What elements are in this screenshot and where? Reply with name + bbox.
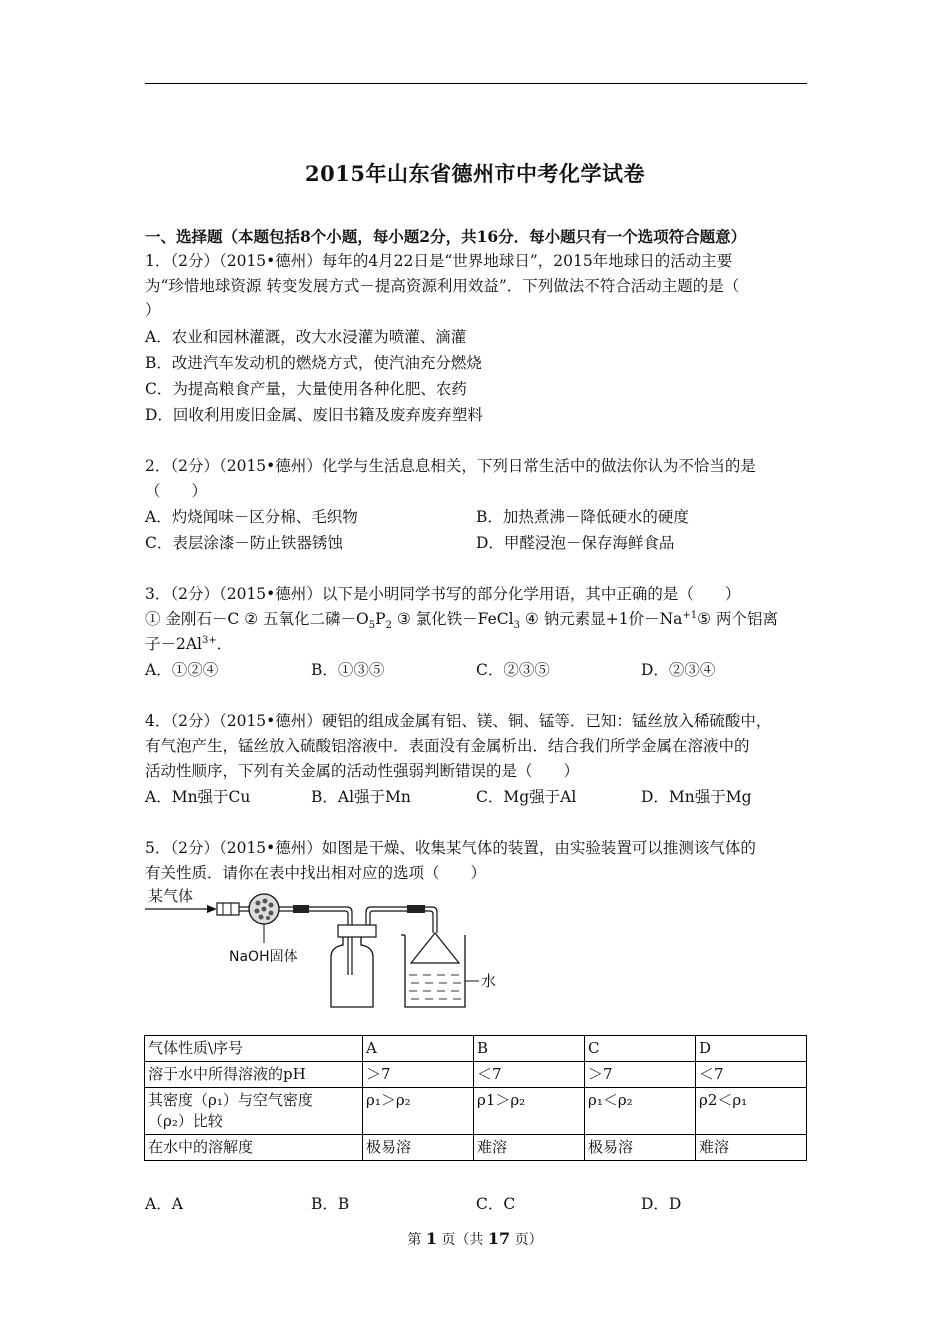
table-header-row bbox=[145, 1036, 807, 1062]
table-cell: ＞7 bbox=[585, 1062, 696, 1088]
footer-total-pages: 17 bbox=[487, 1229, 511, 1248]
q3-l3-part-a: 子－2Al bbox=[145, 635, 203, 653]
q2-option-c: C．表层涂漆－防止铁器锈蚀 bbox=[145, 534, 343, 552]
q5-text-line2: 有关性质．请你在表中找出相对应的选项（ ） bbox=[145, 864, 487, 882]
q3-l2-sub-3: 3 bbox=[513, 620, 520, 632]
footer-page-number: 1 bbox=[425, 1229, 437, 1248]
q3-option-d: D．②③④ bbox=[641, 661, 716, 679]
q4-option-b: B．Al强于Mn bbox=[311, 788, 411, 806]
gas-properties-table bbox=[144, 1035, 807, 1161]
table-cell: ρ1＞ρ₂ bbox=[474, 1088, 585, 1135]
q3-l2-part-i: ⑤ 两个铝离 bbox=[697, 610, 778, 628]
footer-mid: 页（共 bbox=[436, 1232, 488, 1248]
q2-option-a: A．灼烧闻味－区分棉、毛织物 bbox=[145, 508, 358, 526]
q3-option-c: C．②③⑤ bbox=[476, 661, 550, 679]
q5-option-a: A．A bbox=[145, 1195, 183, 1213]
q3-l2-part-a: ① 金刚石－C ② 五氧化二磷－O bbox=[145, 610, 369, 628]
q3-option-a: A．①②④ bbox=[145, 661, 219, 679]
q3-l2-sub-5: 5 bbox=[368, 620, 376, 632]
q4-option-d: D．Mn强于Mg bbox=[641, 788, 752, 806]
q4-option-a: A．Mn强于Cu bbox=[145, 788, 251, 806]
table-row-ph bbox=[145, 1062, 807, 1088]
q4-text-line1: 4．（2分）（2015•德州）硬铝的组成金属有铝、镁、铜、锰等．已知：锰丝放入稀硫酸中， bbox=[145, 712, 772, 730]
q2-text-line2: （ ） bbox=[145, 482, 208, 500]
table-cell: 极易溶 bbox=[585, 1135, 696, 1161]
table-cell: ＜7 bbox=[474, 1062, 585, 1088]
q3-l2-sup-plus1: +1 bbox=[682, 609, 698, 621]
table-cell: 溶于水中所得溶液的pH bbox=[145, 1062, 363, 1088]
table-cell: ＜7 bbox=[696, 1062, 807, 1088]
q3-l3-part-c: ． bbox=[216, 635, 233, 653]
inlet-connector bbox=[217, 903, 239, 915]
table-cell: ＞7 bbox=[363, 1062, 474, 1088]
table-cell: 难溶 bbox=[696, 1135, 807, 1161]
naoh-label: NaOH固体 bbox=[229, 949, 298, 965]
water-label: 水 bbox=[481, 972, 497, 990]
q4-option-c: C．Mg强于Al bbox=[476, 788, 577, 806]
density-label-line2: （ρ₂）比较 bbox=[148, 1112, 223, 1130]
page-title: 2015年山东省德州市中考化学试卷 bbox=[305, 161, 645, 186]
density-label-line1: 其密度（ρ₁）与空气密度 bbox=[148, 1091, 313, 1109]
q3-l2-part-c: P bbox=[375, 610, 386, 628]
q3-option-b: B．①③⑤ bbox=[311, 661, 385, 679]
table-cell: C bbox=[585, 1036, 696, 1062]
q3-text-line2 bbox=[145, 609, 778, 632]
water-level-marks bbox=[409, 975, 461, 999]
inverted-funnel bbox=[411, 933, 459, 963]
q2-option-b: B．加热煮沸－降低硬水的硬度 bbox=[476, 508, 689, 526]
table-cell: 难溶 bbox=[474, 1135, 585, 1161]
bottle-stopper bbox=[338, 925, 376, 937]
q1-option-a: A．农业和园林灌溉，改大水浸灌为喷灌、滴灌 bbox=[145, 328, 467, 346]
q2-option-d: D．甲醛浸泡－保存海鲜食品 bbox=[476, 534, 675, 552]
q5-option-b: B．B bbox=[311, 1195, 350, 1213]
q3-l3-sup: 3+ bbox=[202, 634, 217, 646]
q3-l2-part-g: ④ 钠元素显+1价－Na bbox=[519, 610, 683, 628]
q2-text-line1: 2．（2分）（2015•德州）化学与生活息息相关，下列日常生活中的做法你认为不恰当的是 bbox=[145, 457, 756, 475]
q1-option-b: B．改进汽车发动机的燃烧方式，使汽油充分燃烧 bbox=[145, 354, 482, 372]
q3-l2-part-e: ③ 氯化铁－FeCl bbox=[391, 610, 514, 628]
table-cell: B bbox=[474, 1036, 585, 1062]
gas-label: 某气体 bbox=[148, 887, 194, 905]
table-cell: 气体性质\序号 bbox=[145, 1036, 363, 1062]
footer-post: 页） bbox=[510, 1232, 543, 1248]
funnel-tube-inner bbox=[425, 911, 433, 933]
q1-option-d: D．回收利用废旧金属、废旧书籍及废弃废弃塑料 bbox=[145, 406, 483, 424]
rubber-connector-2 bbox=[407, 905, 425, 913]
q4-text-line3: 活动性顺序，下列有关金属的活动性强弱判断错误的是（ ） bbox=[145, 762, 580, 780]
table-cell-density-label bbox=[145, 1088, 363, 1135]
q1-text-line1: 1．（2分）（2015•德州）每年的4月22日是“世界地球日”，2015年地球日的活动主要 bbox=[145, 252, 733, 270]
table-cell: 在水中的溶解度 bbox=[145, 1135, 363, 1161]
q5-text-line1: 5．（2分）（2015•德州）如图是干燥、收集某气体的装置，由实验装置可以推测该气体的 bbox=[145, 839, 756, 857]
apparatus-diagram bbox=[145, 885, 515, 1013]
q1-text-line3: ） bbox=[145, 301, 161, 319]
table-row-density bbox=[145, 1088, 807, 1135]
q1-text-line2: 为“珍惜地球资源 转变发展方式－提高资源利用效益”．下列做法不符合活动主题的是（ bbox=[145, 277, 740, 295]
header-rule bbox=[145, 83, 807, 84]
table-cell: ρ₁＞ρ₂ bbox=[363, 1088, 474, 1135]
rubber-connector-1 bbox=[293, 905, 309, 913]
q3-text-line1: 3．（2分）（2015•德州）以下是小明同学书写的部分化学用语，其中正确的是（ ） bbox=[145, 585, 741, 603]
table-cell: A bbox=[363, 1036, 474, 1062]
q5-option-c: C．C bbox=[476, 1195, 516, 1213]
section-header: 一、选择题（本题包括8个小题，每小题2分，共16分．每小题只有一个选项符合题意） bbox=[145, 227, 747, 246]
page-footer bbox=[0, 1229, 950, 1249]
q4-text-line2: 有气泡产生，锰丝放入硫酸铝溶液中．表面没有金属析出．结合我们所学金属在溶液中的 bbox=[145, 737, 750, 755]
table-row-solubility bbox=[145, 1135, 807, 1161]
q3-text-line3 bbox=[145, 634, 232, 654]
table-cell: ρ₁＜ρ₂ bbox=[585, 1088, 696, 1135]
q5-option-d: D．D bbox=[641, 1195, 682, 1213]
q3-l2-sub-2: 2 bbox=[385, 620, 392, 632]
table-cell: ρ2＜ρ₁ bbox=[696, 1088, 807, 1135]
table-cell: 极易溶 bbox=[363, 1135, 474, 1161]
footer-pre: 第 bbox=[407, 1232, 426, 1248]
gas-inlet-arrowhead bbox=[207, 905, 217, 913]
q1-option-c: C．为提高粮食产量，大量使用各种化肥、农药 bbox=[145, 380, 467, 398]
table-cell: D bbox=[696, 1036, 807, 1062]
inlet-glass-tube-inner bbox=[309, 911, 348, 975]
